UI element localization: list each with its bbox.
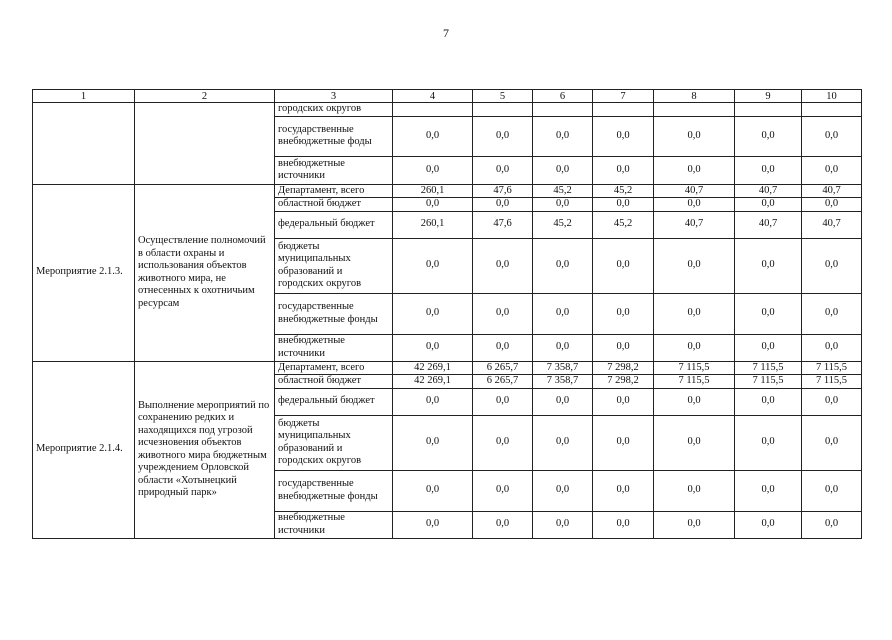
event-name-cell: Мероприятие 2.1.4. [33,361,135,538]
value-cell: 0,0 [393,511,473,538]
value-cell: 0,0 [473,334,533,361]
column-header: 4 [393,90,473,103]
value-cell: 0,0 [654,116,735,156]
value-cell: 0,0 [802,334,862,361]
value-cell: 0,0 [802,293,862,334]
value-cell: 7 115,5 [735,361,802,375]
event-name-cell [33,103,135,185]
value-cell: 40,7 [735,184,802,198]
page-number: 7 [443,26,449,40]
value-cell: 0,0 [735,415,802,470]
column-header: 8 [654,90,735,103]
value-cell [473,103,533,117]
value-cell: 0,0 [593,238,654,293]
value-cell: 260,1 [393,184,473,198]
value-cell: 0,0 [533,198,593,212]
value-cell: 40,7 [802,211,862,238]
value-cell: 0,0 [654,156,735,184]
value-cell [654,103,735,117]
value-cell: 0,0 [473,238,533,293]
value-cell: 0,0 [593,470,654,511]
value-cell: 0,0 [393,156,473,184]
value-cell: 47,6 [473,211,533,238]
event-description-cell: Осуществление полномочий в области охраны и использования объектов животного мира, не отнесенных к охотничьим ресурсам [135,184,275,361]
value-cell: 0,0 [473,470,533,511]
value-cell: 0,0 [393,116,473,156]
value-cell: 0,0 [473,415,533,470]
funding-source-cell: бюджеты муниципальных образований и городских округов [275,238,393,293]
value-cell: 0,0 [533,415,593,470]
funding-source-cell: государственные внебюджетные фонды [275,293,393,334]
value-cell: 0,0 [393,293,473,334]
funding-source-cell: Департамент, всего [275,184,393,198]
value-cell: 6 265,7 [473,375,533,389]
column-header: 1 [33,90,135,103]
value-cell: 0,0 [802,156,862,184]
event-description-cell: Выполнение мероприятий по сохранению редких и находящихся под угрозой исчезновения объектов животного мира бюджетным учреждением Орловской области «Хотынецкий природный парк» [135,361,275,538]
table-row [33,184,862,198]
value-cell: 40,7 [802,184,862,198]
value-cell: 0,0 [654,238,735,293]
value-cell: 7 115,5 [802,375,862,389]
funding-source-cell: внебюджетные источники [275,156,393,184]
value-cell: 0,0 [735,116,802,156]
value-cell: 0,0 [533,334,593,361]
value-cell: 0,0 [735,388,802,415]
value-cell: 0,0 [473,511,533,538]
value-cell [393,103,473,117]
value-cell: 0,0 [735,293,802,334]
value-cell: 0,0 [654,415,735,470]
funding-source-cell: федеральный бюджет [275,211,393,238]
table-body [33,103,862,539]
event-description-cell [135,103,275,185]
value-cell: 7 298,2 [593,375,654,389]
value-cell: 0,0 [802,238,862,293]
value-cell: 0,0 [393,238,473,293]
value-cell: 0,0 [593,293,654,334]
value-cell: 42 269,1 [393,375,473,389]
funding-source-cell: внебюджетные источники [275,511,393,538]
column-header: 10 [802,90,862,103]
column-header: 5 [473,90,533,103]
value-cell: 0,0 [593,198,654,212]
value-cell: 7 115,5 [654,361,735,375]
value-cell: 0,0 [735,238,802,293]
value-cell: 0,0 [473,116,533,156]
value-cell: 0,0 [533,156,593,184]
funding-source-cell: областной бюджет [275,375,393,389]
value-cell: 0,0 [593,388,654,415]
value-cell: 7 115,5 [802,361,862,375]
funding-source-cell: федеральный бюджет [275,388,393,415]
budget-table [32,89,862,539]
value-cell: 0,0 [393,388,473,415]
value-cell: 0,0 [802,470,862,511]
value-cell: 40,7 [654,211,735,238]
value-cell: 47,6 [473,184,533,198]
value-cell [802,103,862,117]
value-cell: 0,0 [735,511,802,538]
value-cell: 0,0 [473,156,533,184]
value-cell: 0,0 [802,198,862,212]
value-cell: 7 115,5 [735,375,802,389]
column-header: 3 [275,90,393,103]
value-cell: 0,0 [654,198,735,212]
value-cell [593,103,654,117]
value-cell: 0,0 [533,511,593,538]
value-cell: 0,0 [654,334,735,361]
value-cell: 7 358,7 [533,361,593,375]
value-cell: 42 269,1 [393,361,473,375]
value-cell: 0,0 [735,198,802,212]
funding-source-cell: областной бюджет [275,198,393,212]
value-cell [735,103,802,117]
value-cell: 0,0 [654,388,735,415]
column-header: 9 [735,90,802,103]
value-cell: 45,2 [593,211,654,238]
column-header: 7 [593,90,654,103]
value-cell: 0,0 [802,511,862,538]
value-cell: 45,2 [593,184,654,198]
funding-source-cell: городских округов [275,103,393,117]
column-header: 2 [135,90,275,103]
value-cell: 7 358,7 [533,375,593,389]
value-cell: 0,0 [473,293,533,334]
value-cell: 0,0 [735,156,802,184]
value-cell [533,103,593,117]
value-cell: 0,0 [533,293,593,334]
value-cell: 0,0 [533,238,593,293]
value-cell: 0,0 [393,470,473,511]
value-cell: 0,0 [593,334,654,361]
funding-source-cell: Департамент, всего [275,361,393,375]
value-cell: 0,0 [533,470,593,511]
value-cell: 6 265,7 [473,361,533,375]
value-cell: 0,0 [654,293,735,334]
value-cell: 40,7 [735,211,802,238]
value-cell: 0,0 [473,198,533,212]
value-cell: 0,0 [593,156,654,184]
value-cell: 7 115,5 [654,375,735,389]
table-row [33,361,862,375]
value-cell: 0,0 [802,116,862,156]
value-cell: 45,2 [533,184,593,198]
column-header: 6 [533,90,593,103]
value-cell: 40,7 [654,184,735,198]
value-cell: 0,0 [654,470,735,511]
funding-source-cell: бюджеты муниципальных образований и городских округов [275,415,393,470]
header-row [33,90,862,103]
value-cell: 0,0 [393,415,473,470]
value-cell: 0,0 [735,334,802,361]
value-cell: 45,2 [533,211,593,238]
value-cell: 7 298,2 [593,361,654,375]
funding-source-cell: государственные внебюджетные фоды [275,116,393,156]
value-cell: 0,0 [735,470,802,511]
value-cell: 0,0 [593,415,654,470]
value-cell: 0,0 [802,415,862,470]
value-cell: 0,0 [393,198,473,212]
table-row [33,103,862,117]
value-cell: 0,0 [802,388,862,415]
value-cell: 0,0 [533,388,593,415]
value-cell: 0,0 [654,511,735,538]
value-cell: 0,0 [593,511,654,538]
value-cell: 0,0 [593,116,654,156]
value-cell: 0,0 [393,334,473,361]
value-cell: 260,1 [393,211,473,238]
value-cell: 0,0 [533,116,593,156]
funding-source-cell: внебюджетные источники [275,334,393,361]
event-name-cell: Мероприятие 2.1.3. [33,184,135,361]
value-cell: 0,0 [473,388,533,415]
funding-source-cell: государственные внебюджетные фонды [275,470,393,511]
